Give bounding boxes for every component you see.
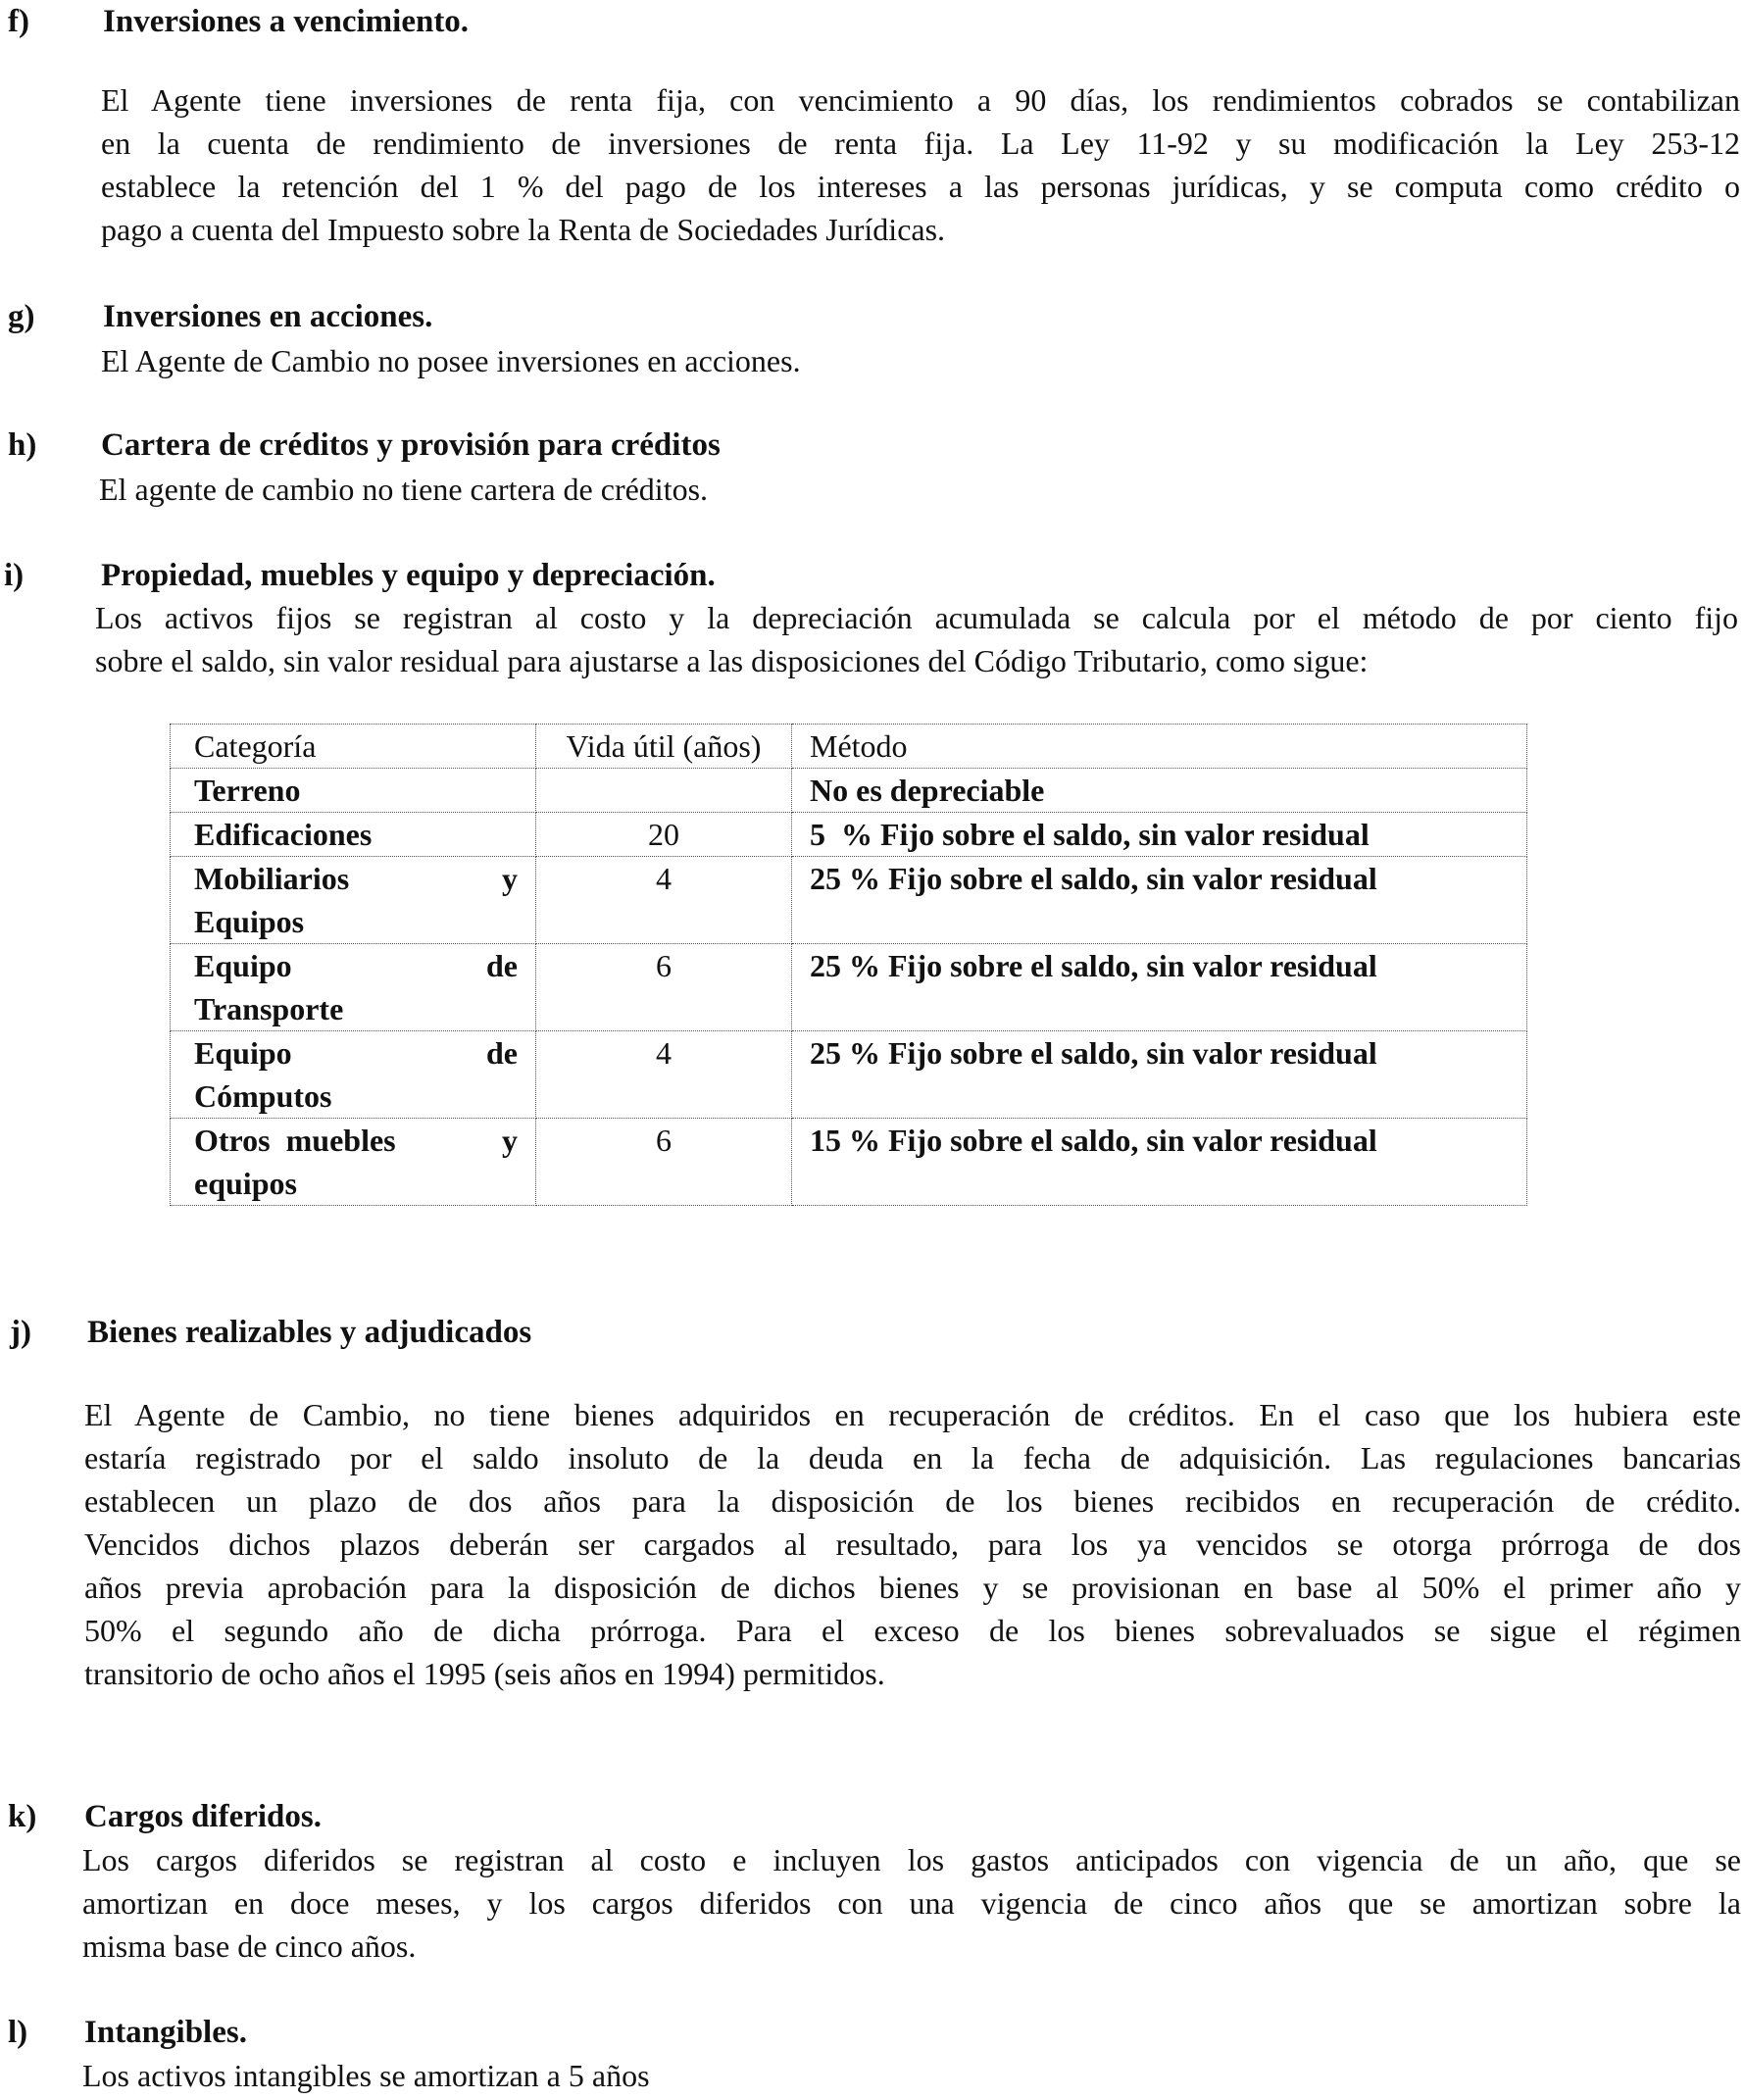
section-f-body <box>101 78 1740 251</box>
section-h-body <box>99 468 1668 511</box>
category-connector: y <box>502 1123 518 1158</box>
category-name: Mobiliarios <box>194 861 350 896</box>
section-l-line: Los activos intangibles se amortizan a 5 años <box>82 2058 650 2093</box>
category-name: Terreno <box>194 773 301 808</box>
section-k-title: Cargos diferidos. <box>84 1799 322 1834</box>
header-useful-life: Vida útil (años) <box>536 725 792 769</box>
section-j-line: establecen un plazo de dos años para la disposición de los bienes recibidos en recuperación de crédito. <box>84 1483 1741 1519</box>
method-cell: 25 % Fijo sobre el saldo, sin valor residual <box>792 857 1527 944</box>
section-j-line: Vencidos dichos plazos deberán ser cargados al resultado, para los ya vencidos se otorga prórroga de dos <box>84 1526 1741 1562</box>
table-row <box>171 813 1527 857</box>
category-name: Equipo <box>194 1035 292 1071</box>
table-row <box>171 944 1527 1031</box>
life-cell: 4 <box>536 1031 792 1119</box>
section-i-letter: i) <box>4 558 25 593</box>
method-cell: 15 % Fijo sobre el saldo, sin valor residual <box>792 1119 1527 1206</box>
category-name: Equipo <box>194 948 292 983</box>
category-connector: y <box>502 861 518 896</box>
category-cell <box>171 769 536 813</box>
category-name-cont: equipos <box>194 1166 297 1201</box>
section-f-line: El Agente tiene inversiones de renta fija, con vencimiento a 90 días, los rendimientos cobrados se contabilizan <box>101 82 1740 118</box>
section-j-line: transitorio de ocho años el 1995 (seis años en 1994) permitidos. <box>84 1656 885 1691</box>
section-f-line: pago a cuenta del Impuesto sobre la Renta de Sociedades Jurídicas. <box>101 212 946 247</box>
table-row <box>171 857 1527 944</box>
method-cell: 25 % Fijo sobre el saldo, sin valor residual <box>792 1031 1527 1119</box>
section-g-body <box>101 339 1669 382</box>
section-h-title: Cartera de créditos y provisión para créditos <box>101 427 721 463</box>
table-row <box>171 769 1527 813</box>
section-l-title: Intangibles. <box>84 2015 247 2050</box>
section-g-letter: g) <box>8 299 35 334</box>
section-i-title: Propiedad, muebles y equipo y depreciación. <box>101 558 716 593</box>
section-j-body <box>84 1393 1741 1695</box>
section-h-line: El agente de cambio no tiene cartera de créditos. <box>99 472 709 507</box>
method-cell: No es depreciable <box>792 769 1527 813</box>
category-cell <box>171 813 536 857</box>
section-f-line: en la cuenta de rendimiento de inversiones de renta fija. La Ley 11-92 y su modificación la Ley 253-12 <box>101 125 1740 161</box>
header-category: Categoría <box>171 725 536 769</box>
section-k-letter: k) <box>8 1799 37 1834</box>
section-j-line: 50% el segundo año de dicha prórroga. Para el exceso de los bienes sobrevaluados se sigue el régimen <box>84 1613 1741 1648</box>
section-f-title: Inversiones a vencimiento. <box>103 4 470 39</box>
section-j-line: estaría registrado por el saldo insoluto de la deuda en la fecha de adquisición. Las regulaciones bancarias <box>84 1440 1741 1475</box>
life-cell: 4 <box>536 857 792 944</box>
section-j-line: años previa aprobación para la disposición de dichos bienes y se provisionan en base al 50% el primer año y <box>84 1570 1741 1605</box>
section-f-letter: f) <box>8 4 29 39</box>
section-k-line: misma base de cinco años. <box>82 1928 417 1964</box>
table-header-row <box>171 725 1527 769</box>
category-connector: de <box>486 948 518 983</box>
category-connector: de <box>486 1035 518 1071</box>
section-l-letter: l) <box>8 2015 28 2050</box>
section-h-letter: h) <box>8 427 37 463</box>
section-k-body <box>82 1838 1741 1968</box>
section-g-line: El Agente de Cambio no posee inversiones en acciones. <box>101 343 801 378</box>
section-k-line: Los cargos diferidos se registran al costo e incluyen los gastos anticipados con vigencia de un año, que se <box>82 1842 1741 1877</box>
category-name: Otros muebles <box>194 1123 396 1158</box>
category-cell <box>171 1119 536 1206</box>
section-f-line: establece la retención del 1 % del pago de los intereses a las personas jurídicas, y se computa como crédito o <box>101 169 1740 204</box>
method-cell: 25 % Fijo sobre el saldo, sin valor residual <box>792 944 1527 1031</box>
depreciation-table <box>170 724 1527 1206</box>
category-name-cont: Cómputos <box>194 1078 332 1114</box>
category-cell <box>171 944 536 1031</box>
table-row <box>171 1119 1527 1206</box>
category-name-cont: Equipos <box>194 904 305 939</box>
section-i-body <box>95 596 1738 682</box>
life-cell: 6 <box>536 944 792 1031</box>
category-name: Edificaciones <box>194 817 373 852</box>
section-j-line: El Agente de Cambio, no tiene bienes adquiridos en recuperación de créditos. En el caso que los hubiera este <box>84 1397 1741 1432</box>
method-cell: 5 % Fijo sobre el saldo, sin valor residual <box>792 813 1527 857</box>
table-row <box>171 1031 1527 1119</box>
category-cell <box>171 857 536 944</box>
section-j-title: Bienes realizables y adjudicados <box>87 1315 532 1350</box>
section-l-body <box>82 2054 1651 2097</box>
category-cell <box>171 1031 536 1119</box>
section-i-line: sobre el saldo, sin valor residual para ajustarse a las disposiciones del Código Tributario, como sigue: <box>95 643 1369 678</box>
section-g-title: Inversiones en acciones. <box>103 299 433 334</box>
section-j-letter: j) <box>10 1315 31 1350</box>
life-cell: 20 <box>536 813 792 857</box>
section-k-line: amortizan en doce meses, y los cargos diferidos con una vigencia de cinco años que se amortizan sobre la <box>82 1885 1741 1921</box>
section-i-line: Los activos fijos se registran al costo y la depreciación acumulada se calcula por el método de por ciento fijo <box>95 600 1738 635</box>
header-method: Método <box>792 725 1527 769</box>
category-name-cont: Transporte <box>194 991 344 1026</box>
life-cell: 6 <box>536 1119 792 1206</box>
life-cell <box>536 769 792 813</box>
